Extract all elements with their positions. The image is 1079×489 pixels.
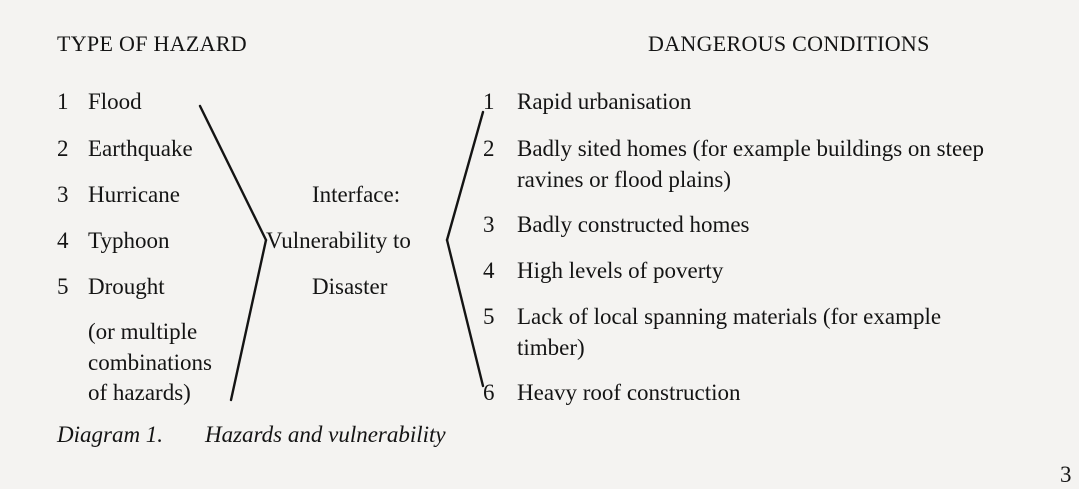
hazard-label: Earthquake xyxy=(88,136,193,161)
condition-number: 6 xyxy=(483,380,495,405)
condition-number: 3 xyxy=(483,212,495,237)
hazard-label: Flood xyxy=(88,89,142,114)
hazard-column-header: TYPE OF HAZARD xyxy=(57,31,247,56)
hazard-label: Typhoon xyxy=(88,228,170,253)
condition-number: 2 xyxy=(483,136,495,161)
caption-title: Hazards and vulnerability xyxy=(205,422,446,447)
hazard-number: 2 xyxy=(57,136,69,161)
hazard-number: 3 xyxy=(57,182,69,207)
page-number: 3 xyxy=(1060,462,1072,487)
condition-text: Badly constructed homes xyxy=(517,212,750,237)
hazard-number: 4 xyxy=(57,228,69,253)
left-lower-connector xyxy=(231,240,266,400)
condition-number: 4 xyxy=(483,258,495,283)
condition-text: Rapid urbanisation xyxy=(517,89,692,114)
hazard-note-line: (or multiple xyxy=(88,319,198,344)
conditions-column-header: DANGEROUS CONDITIONS xyxy=(648,31,930,56)
hazard-note-line: combinations xyxy=(88,350,212,375)
right-upper-connector xyxy=(447,112,483,240)
interface-line: Interface: xyxy=(312,182,401,207)
interface-line: Vulnerability to xyxy=(266,228,411,253)
condition-text: Lack of local spanning materials (for example xyxy=(517,304,942,329)
interface-line: Disaster xyxy=(312,274,388,299)
condition-text-continuation: timber) xyxy=(517,335,585,360)
caption-label: Diagram 1. xyxy=(57,422,164,447)
condition-text: Badly sited homes (for example buildings on steep xyxy=(517,136,984,161)
condition-text: High levels of poverty xyxy=(517,258,724,283)
hazard-number: 5 xyxy=(57,274,69,299)
condition-text-continuation: ravines or flood plains) xyxy=(517,167,731,192)
left-upper-connector xyxy=(200,106,266,240)
condition-text: Heavy roof construction xyxy=(517,380,741,405)
condition-number: 1 xyxy=(483,89,495,114)
hazard-number: 1 xyxy=(57,89,69,114)
diagram-caption xyxy=(57,421,446,449)
hazard-label: Drought xyxy=(88,274,165,299)
right-lower-connector xyxy=(447,240,483,386)
hazard-label: Hurricane xyxy=(88,182,180,207)
hazard-note-line: of hazards) xyxy=(88,380,191,405)
condition-number: 5 xyxy=(483,304,495,329)
